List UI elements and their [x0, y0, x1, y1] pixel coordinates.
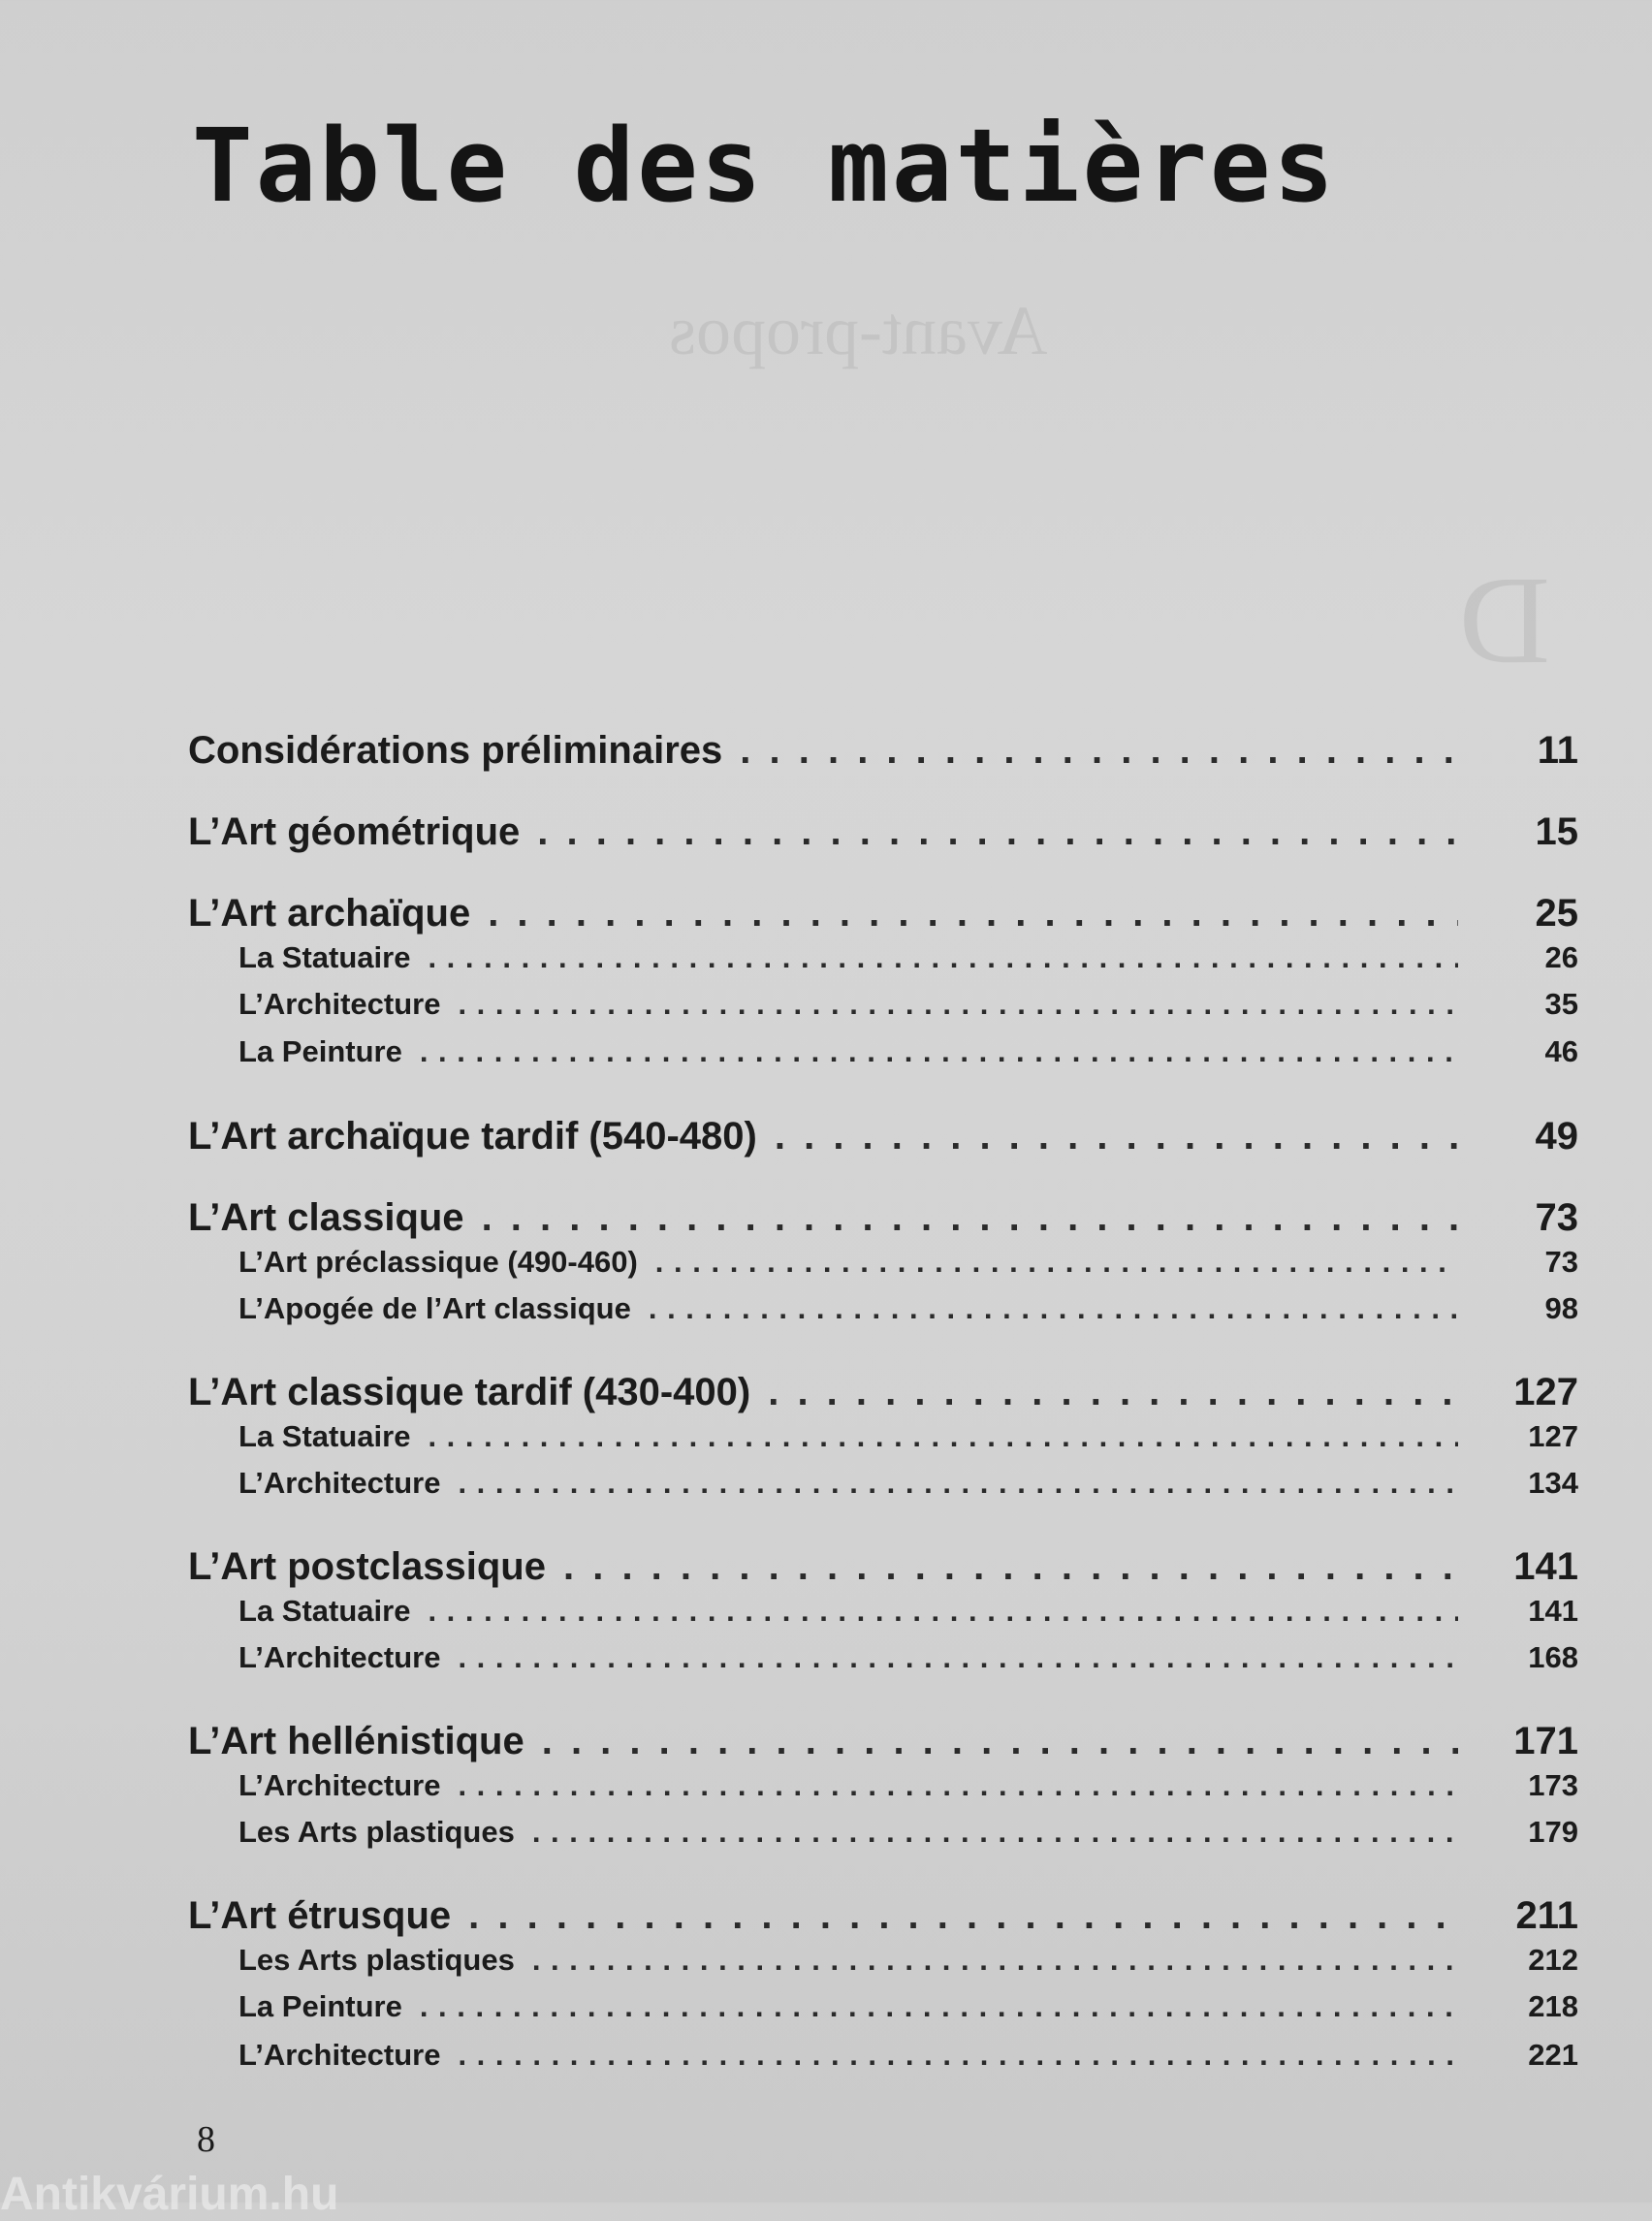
toc-entry: [238, 1768, 1578, 1813]
toc-entry-label: L’Art classique: [188, 1196, 464, 1239]
toc-entry-page: 98: [1544, 1291, 1578, 1325]
toc-entry-label: L’Art archaïque tardif (540-480): [188, 1115, 757, 1158]
toc-entry: [188, 1371, 1578, 1421]
toc-entry: [238, 1815, 1578, 1859]
toc-entry: [188, 1115, 1578, 1165]
toc-entry: [238, 1291, 1578, 1336]
toc-entry-label: L’Architecture: [238, 1640, 441, 1674]
toc-entry-label: L’Art hellénistique: [188, 1720, 524, 1762]
dot-leader: [428, 1594, 1458, 1629]
dot-leader: [458, 1466, 1458, 1501]
toc-entry-label: L’Art postclassique: [188, 1545, 546, 1588]
dot-leader: [740, 729, 1458, 773]
watermark: Antikvárium.hu: [0, 2169, 339, 2220]
toc-entry-label: La Statuaire: [238, 1419, 411, 1453]
dot-leader: [458, 987, 1458, 1022]
toc-entry: [188, 1720, 1578, 1770]
toc-entry-label: L’Art préclassique (490-460): [238, 1245, 638, 1279]
toc-entry: [238, 940, 1578, 985]
toc-entry-label: L’Art étrusque: [188, 1894, 452, 1937]
page-number: 8: [197, 2119, 215, 2160]
dot-leader: [655, 1245, 1458, 1280]
toc-entry-page: 173: [1528, 1768, 1578, 1802]
toc-entry-page: 11: [1537, 729, 1578, 772]
dot-leader: [420, 1034, 1458, 1069]
toc-entry: [238, 1466, 1578, 1510]
toc-entry-label: La Peinture: [238, 1034, 402, 1068]
toc-entry-label: La Peinture: [238, 1989, 402, 2023]
toc-entry-page: 25: [1535, 892, 1578, 935]
toc-entry-page: 141: [1528, 1594, 1578, 1628]
dot-leader: [537, 810, 1458, 854]
toc-entry-label: L’Architecture: [238, 1768, 441, 1802]
toc-entry-page: 73: [1544, 1245, 1578, 1279]
dot-leader: [458, 1768, 1458, 1803]
toc-entry-page: 179: [1528, 1815, 1578, 1849]
toc-entry-page: 141: [1513, 1545, 1578, 1588]
toc-entry-page: 73: [1535, 1196, 1578, 1239]
toc-entry: [238, 1989, 1578, 2034]
toc-entry: [238, 1943, 1578, 1987]
toc-entry-label: L’Art classique tardif (430-400): [188, 1371, 751, 1413]
toc-entry: [188, 810, 1578, 861]
dot-leader: [775, 1115, 1458, 1158]
toc-entry: [188, 1894, 1578, 1945]
toc-entry-page: 168: [1528, 1640, 1578, 1674]
dot-leader: [532, 1943, 1458, 1978]
toc-entry-page: 15: [1535, 810, 1578, 853]
dot-leader: [468, 1894, 1458, 1938]
toc-entry: [238, 1594, 1578, 1638]
bleed-through-heading: Avant-propos: [669, 292, 1048, 369]
toc-entry-label: La Statuaire: [238, 1594, 411, 1628]
toc-entry-label: L’Architecture: [238, 2038, 441, 2072]
toc-entry: [188, 1196, 1578, 1247]
toc-entry: [188, 892, 1578, 942]
dot-leader: [563, 1545, 1458, 1589]
dot-leader: [532, 1815, 1458, 1850]
toc-entry-label: L’Art archaïque: [188, 892, 471, 935]
dot-leader: [428, 1419, 1458, 1454]
dot-leader: [458, 1640, 1458, 1675]
toc-entry-page: 127: [1513, 1371, 1578, 1413]
dot-leader: [649, 1291, 1458, 1326]
toc-entry: [238, 2038, 1578, 2082]
dot-leader: [482, 1196, 1458, 1240]
toc-entry-label: Les Arts plastiques: [238, 1943, 515, 1977]
toc-entry: [188, 729, 1578, 779]
dot-leader: [420, 1989, 1458, 2024]
toc-entry-label: L’Architecture: [238, 987, 441, 1021]
toc-entry-label: La Statuaire: [238, 940, 411, 974]
toc-entry: [188, 1545, 1578, 1596]
toc-entry: [238, 1419, 1578, 1464]
dot-leader: [542, 1720, 1458, 1763]
toc-entry: [238, 1034, 1578, 1079]
toc-entry-page: 35: [1544, 987, 1578, 1021]
dot-leader: [768, 1371, 1458, 1414]
toc-entry: [238, 987, 1578, 1031]
toc-entry-label: Les Arts plastiques: [238, 1815, 515, 1849]
toc-entry-label: L’Art géométrique: [188, 810, 521, 853]
toc-entry-page: 134: [1528, 1466, 1578, 1500]
toc-entry-page: 211: [1515, 1894, 1578, 1937]
toc-entry-page: 212: [1528, 1943, 1578, 1977]
toc-entry-label: L’Architecture: [238, 1466, 441, 1500]
toc-entry-label: L’Apogée de l’Art classique: [238, 1291, 631, 1325]
bleed-through-initial: D: [1459, 551, 1550, 690]
dot-leader: [488, 892, 1458, 936]
toc-entry-page: 218: [1528, 1989, 1578, 2023]
toc-entry-page: 49: [1535, 1115, 1578, 1158]
toc-entry-label: Considérations préliminaires: [188, 729, 723, 772]
toc-entry-page: 127: [1528, 1419, 1578, 1453]
toc-entry-page: 171: [1513, 1720, 1578, 1762]
page-title: Table des matières: [192, 106, 1338, 225]
toc-entry-page: 26: [1544, 940, 1578, 974]
dot-leader: [428, 940, 1458, 975]
toc-entry-page: 46: [1544, 1034, 1578, 1068]
dot-leader: [458, 2038, 1458, 2073]
toc-entry-page: 221: [1528, 2038, 1578, 2072]
toc-entry: [238, 1640, 1578, 1685]
toc-entry: [238, 1245, 1578, 1289]
